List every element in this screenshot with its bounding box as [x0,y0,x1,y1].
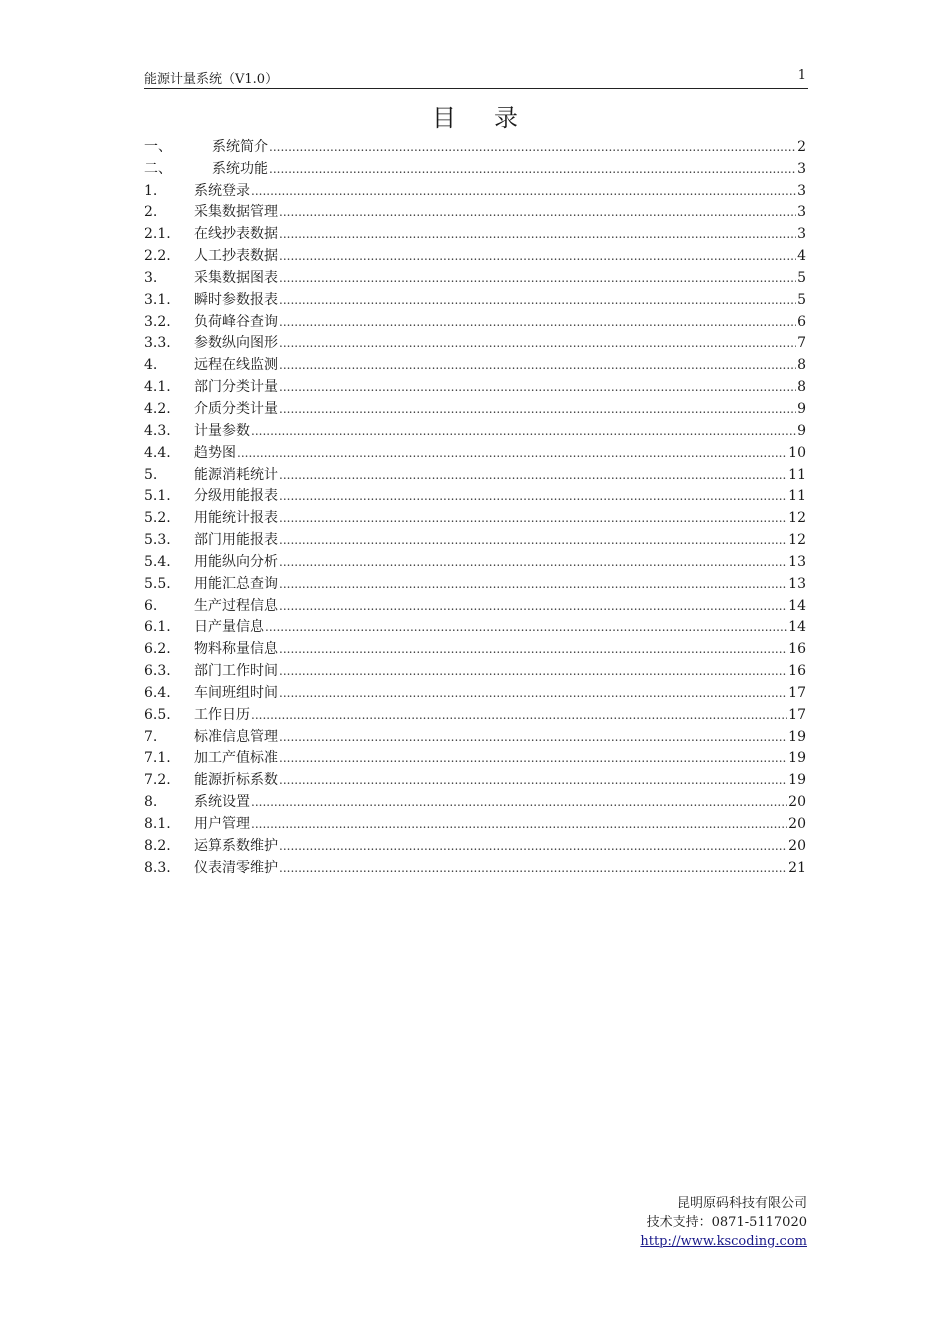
toc-entry-title: 标准信息管理 [194,728,278,745]
toc-entry-page: 17 [788,684,806,701]
toc-entry[interactable] [144,724,806,746]
toc-entry[interactable] [144,767,806,789]
toc-entry[interactable] [144,789,806,811]
toc-entry[interactable] [144,287,806,309]
toc-entry-number: 二、 [144,160,172,177]
toc-dot-leader [279,356,796,374]
company-website-link[interactable]: http://www.kscoding.com [640,1234,807,1249]
toc-entry-title: 生产过程信息 [194,597,278,614]
toc-entry-number: 5. [144,466,158,483]
toc-entry[interactable] [144,593,806,615]
toc-entry-page: 10 [788,444,806,461]
toc-entry-title: 在线抄表数据 [194,226,278,243]
toc-entry-number: 7.1. [144,750,171,767]
toc-entry-title: 人工抄表数据 [194,248,278,265]
toc-entry[interactable] [144,352,806,374]
toc-entry-page: 3 [797,226,806,243]
toc-entry-number: 2.2. [144,248,171,265]
toc-entry-number: 4. [144,357,158,374]
toc-heading: 目录 [432,104,556,132]
toc-entry-number: 6. [144,597,158,614]
toc-entry-page: 13 [788,553,806,570]
toc-entry-title: 系统登录 [194,182,250,199]
toc-dot-leader [269,160,796,178]
toc-entry-title: 加工产值标准 [194,750,278,767]
toc-entry[interactable] [144,134,806,156]
toc-dot-leader [279,575,787,593]
toc-entry-title: 分级用能报表 [194,488,278,505]
toc-entry-title: 远程在线监测 [194,357,278,374]
toc-entry[interactable] [144,746,806,768]
toc-dot-leader [279,662,787,680]
toc-entry-number: 7. [144,728,158,745]
toc-entry[interactable] [144,200,806,222]
toc-dot-leader [269,138,796,156]
toc-entry-page: 11 [788,488,806,505]
toc-entry-page: 19 [788,750,806,767]
toc-entry-page: 21 [788,859,806,876]
toc-dot-leader [279,378,796,396]
toc-entry[interactable] [144,636,806,658]
support-phone: 技术支持：0871-5117020 [646,1215,807,1230]
toc-entry-page: 3 [797,182,806,199]
toc-entry-number: 6.4. [144,684,171,701]
toc-entry-page: 19 [788,772,806,789]
toc-entry[interactable] [144,418,806,440]
toc-dot-leader [279,553,787,571]
toc-entry[interactable] [144,855,806,877]
toc-entry-page: 12 [788,510,806,527]
toc-entry-page: 8 [797,379,806,396]
toc-entry-title: 采集数据管理 [194,204,278,221]
toc-entry-title: 负荷峰谷查询 [194,313,278,330]
toc-entry-title: 日产量信息 [194,619,264,636]
toc-entry-page: 14 [788,597,806,614]
toc-entry-number: 5.3. [144,532,171,549]
toc-entry-title: 部门工作时间 [194,663,278,680]
toc-entry[interactable] [144,309,806,331]
toc-dot-leader [279,597,787,615]
toc-entry-number: 2. [144,204,158,221]
toc-entry-title: 瞬时参数报表 [194,291,278,308]
toc-entry-title: 用能统计报表 [194,510,278,527]
toc-entry[interactable] [144,178,806,200]
toc-entry-page: 2 [797,138,806,155]
toc-entry-page: 5 [797,269,806,286]
toc-dot-leader [251,182,796,200]
toc-entry-title: 部门用能报表 [194,532,278,549]
toc-entry[interactable] [144,221,806,243]
toc-entry-number: 2.1. [144,226,171,243]
toc-dot-leader [279,684,787,702]
toc-entry-number: 5.2. [144,510,171,527]
toc-dot-leader [251,815,787,833]
toc-entry[interactable] [144,549,806,571]
document-title: 能源计量系统（V1.0） [144,72,279,87]
toc-entry-number: 8.1. [144,816,171,832]
toc-entry-title: 采集数据图表 [194,269,278,286]
toc-entry-number: 3.1. [144,291,171,308]
toc-entry-number: 3.3. [144,335,171,352]
toc-entry-number: 1. [144,182,158,199]
toc-dot-leader [279,771,787,789]
toc-dot-leader [279,400,796,418]
toc-entry-number: 5.4. [144,553,171,570]
toc-entry-number: 5.1. [144,488,171,505]
toc-entry[interactable] [144,374,806,396]
toc-entry-title: 参数纵向图形 [194,335,278,352]
toc-entry[interactable] [144,156,806,178]
toc-entry-number: 4.3. [144,422,171,439]
toc-dot-leader [279,728,787,746]
toc-entry-page: 19 [788,728,806,745]
toc-entry-title: 仪表清零维护 [194,859,278,876]
toc-entry-title: 物料称量信息 [194,641,278,658]
toc-entry-number: 8.2. [144,837,171,854]
toc-entry-title: 系统简介 [212,138,268,155]
toc-entry-page: 7 [797,335,806,352]
toc-entry-title: 部门分类计量 [194,379,278,396]
toc-entry-number: 6.5. [144,706,171,723]
toc-dot-leader [279,531,787,549]
toc-entry[interactable] [144,680,806,702]
toc-entry-title: 能源消耗统计 [194,466,278,483]
toc-entry[interactable] [144,440,806,462]
toc-dot-leader [251,793,787,811]
toc-dot-leader [279,749,787,767]
toc-entry-page: 4 [797,248,806,265]
toc-entry[interactable] [144,658,806,680]
toc-entry-page: 9 [797,422,806,439]
toc-entry-page: 13 [788,575,806,592]
toc-entry-title: 能源折标系数 [194,772,278,789]
toc-entry-page: 20 [788,794,806,811]
toc-entry-page: 20 [788,816,806,832]
toc-entry-page: 20 [788,837,806,854]
toc-entry-number: 3. [144,269,158,286]
toc-entry-number: 8.3. [144,859,171,876]
toc-entry-page: 14 [788,619,806,636]
toc-dot-leader [265,618,787,636]
toc-entry-title: 系统功能 [212,160,268,177]
toc-entry-title: 介质分类计量 [194,400,278,417]
toc-entry-page: 16 [788,663,806,680]
toc-entry-title: 车间班组时间 [194,684,278,701]
toc-dot-leader [279,313,796,331]
toc-entry-number: 一、 [144,138,172,155]
toc-entry[interactable] [144,702,806,724]
toc-entry-title: 运算系数维护 [194,837,278,854]
toc-dot-leader [279,269,796,287]
toc-entry-title: 工作日历 [194,706,250,723]
toc-dot-leader [279,225,796,243]
toc-entry-title: 系统设置 [194,794,250,811]
toc-dot-leader [279,487,787,505]
toc-entry-page: 3 [797,160,806,177]
toc-dot-leader [279,334,796,352]
toc-dot-leader [279,640,787,658]
toc-entry[interactable] [144,396,806,418]
toc-dot-leader [251,422,796,440]
toc-entry-number: 4.2. [144,400,171,417]
toc-dot-leader [279,837,787,855]
toc-dot-leader [237,444,787,462]
toc-entry-title: 计量参数 [194,422,250,439]
toc-entry[interactable] [144,331,806,353]
toc-entry-number: 6.1. [144,619,171,636]
toc-entry-number: 4.4. [144,444,171,461]
toc-entry-page: 6 [797,313,806,330]
toc-entry[interactable] [144,484,806,506]
toc-entry-number: 4.1. [144,379,171,396]
company-name: 昆明原码科技有限公司 [676,1196,807,1211]
toc-entry-page: 8 [797,357,806,374]
toc-dot-leader [279,291,796,309]
toc-entry-page: 11 [788,466,806,483]
toc-entry[interactable] [144,571,806,593]
page-number: 1 [797,68,806,83]
toc-dot-leader [279,466,787,484]
toc-entry[interactable] [144,811,806,833]
toc-entry[interactable] [144,527,806,549]
toc-entry-number: 5.5. [144,575,171,592]
toc-entry[interactable] [144,615,806,637]
toc-entry[interactable] [144,265,806,287]
table-of-contents [144,134,806,877]
toc-entry[interactable] [144,833,806,855]
toc-entry-number: 3.2. [144,313,171,330]
page-header [144,66,808,89]
toc-entry-title: 用能汇总查询 [194,575,278,592]
toc-dot-leader [251,706,787,724]
toc-dot-leader [279,859,787,877]
toc-entry-number: 6.2. [144,641,171,658]
toc-entry-number: 6.3. [144,663,171,680]
toc-entry-page: 5 [797,291,806,308]
toc-entry-title: 趋势图 [194,444,236,461]
toc-dot-leader [279,247,796,265]
toc-entry-page: 3 [797,204,806,221]
toc-entry-page: 9 [797,400,806,417]
toc-entry-page: 17 [788,706,806,723]
toc-entry[interactable] [144,243,806,265]
toc-entry-title: 用能纵向分析 [194,553,278,570]
toc-dot-leader [279,509,787,527]
toc-dot-leader [279,203,796,221]
toc-entry-title: 用户管理 [194,816,250,832]
toc-entry-number: 7.2. [144,772,171,789]
page-footer [640,1194,807,1251]
toc-entry[interactable] [144,462,806,484]
toc-entry-page: 12 [788,532,806,549]
toc-entry[interactable] [144,505,806,527]
toc-entry-number: 8. [144,794,158,811]
toc-entry-page: 16 [788,641,806,658]
